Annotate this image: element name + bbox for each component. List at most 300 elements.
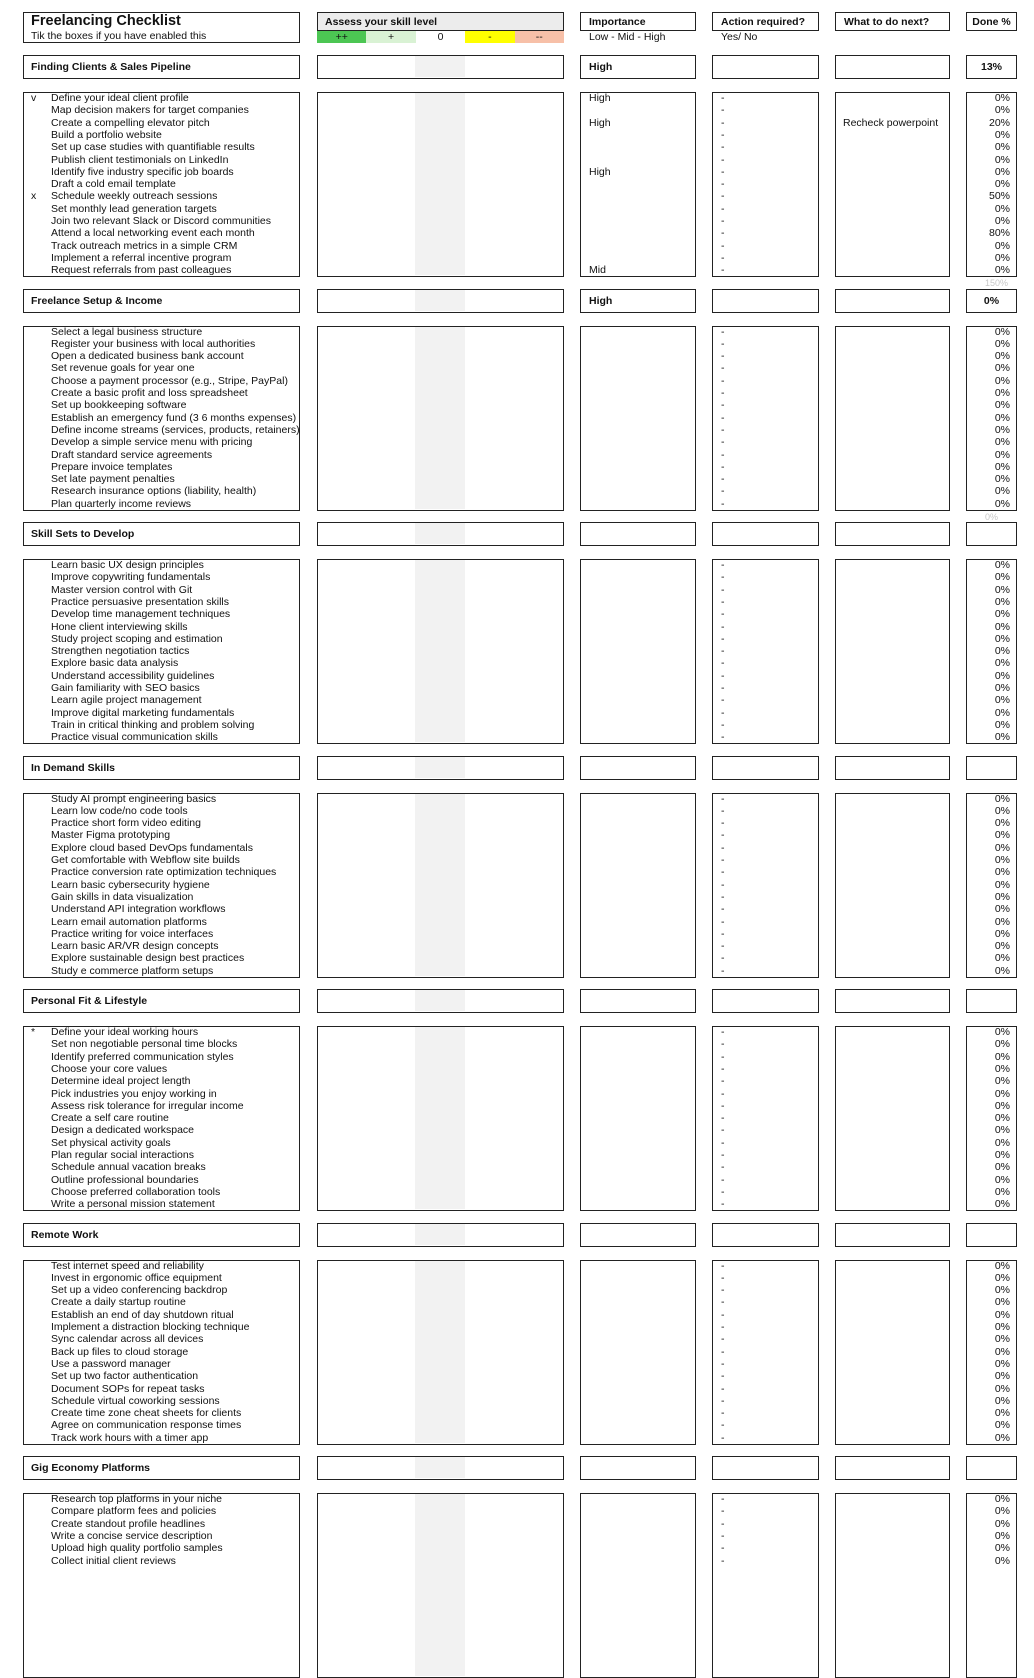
item-action[interactable]: - — [721, 1370, 725, 1383]
item-action[interactable]: - — [721, 817, 725, 830]
item-action[interactable]: - — [721, 583, 725, 596]
item-done-percent: 0% — [994, 1321, 1010, 1333]
skill-scale-cell: 0 — [416, 31, 465, 43]
item-action[interactable]: - — [721, 1493, 725, 1505]
section-done-cell — [966, 989, 1017, 1013]
task-label: Assess risk tolerance for irregular income — [51, 1099, 244, 1112]
item-done-percent: 0% — [994, 239, 1010, 252]
section-done-total: 0% — [983, 294, 1000, 307]
item-action[interactable]: - — [721, 141, 725, 154]
task-label: Request referrals from past colleagues — [51, 264, 232, 277]
task-label: Schedule annual vacation breaks — [51, 1161, 206, 1174]
section-importance-cell[interactable] — [580, 1223, 696, 1247]
section-action-cell[interactable] — [712, 522, 819, 546]
task-label: Agree on communication response times — [51, 1419, 242, 1432]
item-action[interactable]: - — [721, 1038, 725, 1051]
item-action[interactable]: - — [721, 1050, 725, 1063]
item-action[interactable]: - — [721, 927, 725, 940]
item-done-percent: 0% — [994, 1099, 1010, 1112]
page-subtitle: Tik the boxes if you have enabled this — [31, 30, 207, 42]
task-label: Understand accessibility guidelines — [51, 669, 215, 682]
task-label: Create time zone cheat sheets for clients — [51, 1407, 242, 1420]
item-done-percent: 0% — [994, 817, 1010, 830]
item-done-percent: 0% — [994, 1493, 1010, 1505]
importance-column — [580, 1260, 696, 1445]
section-assess-cell[interactable] — [317, 756, 564, 780]
task-label: Hone client interviewing skills — [51, 620, 188, 633]
item-action[interactable]: - — [721, 829, 725, 842]
item-action[interactable]: - — [721, 104, 725, 117]
item-action[interactable]: - — [721, 436, 725, 449]
task-label: Plan regular social interactions — [51, 1149, 194, 1161]
section-header-1 — [23, 55, 300, 79]
checkbox-mark[interactable]: x — [31, 190, 37, 203]
item-action[interactable]: - — [721, 620, 725, 633]
item-done-percent: 0% — [994, 215, 1010, 227]
item-action[interactable]: - — [721, 1505, 725, 1518]
item-done-percent: 0% — [994, 1259, 1010, 1272]
item-action[interactable]: - — [721, 215, 725, 227]
task-label: Create a basic profit and loss spreadsheet — [51, 387, 248, 399]
task-label: Explore cloud based DevOps fundamentals — [51, 841, 253, 854]
item-done-percent: 0% — [994, 1185, 1010, 1198]
section-done-cell — [966, 1223, 1017, 1247]
task-label: Set revenue goals for year one — [51, 362, 195, 375]
item-action[interactable]: - — [721, 1542, 725, 1555]
assess-column[interactable] — [317, 1260, 564, 1445]
action-column — [712, 1026, 819, 1211]
item-done-percent: 0% — [994, 473, 1010, 486]
item-action[interactable]: - — [721, 473, 725, 486]
done-footnote: 150% — [985, 278, 1009, 288]
item-action[interactable]: - — [721, 731, 725, 744]
item-done-percent: 0% — [994, 1529, 1010, 1542]
task-label: Schedule virtual coworking sessions — [51, 1394, 220, 1407]
task-label: Join two relevant Slack or Discord communities — [51, 215, 271, 227]
item-action[interactable]: - — [721, 460, 725, 473]
task-label: Study project scoping and estimation — [51, 632, 223, 645]
item-action[interactable]: - — [721, 165, 725, 178]
assess-column[interactable] — [317, 326, 564, 511]
task-label: Plan quarterly income reviews — [51, 497, 192, 510]
item-done-percent: 0% — [994, 890, 1010, 903]
item-action[interactable]: - — [721, 1308, 725, 1321]
item-done-percent: 0% — [994, 337, 1010, 350]
section-importance: High — [589, 61, 613, 73]
task-label: Choose preferred collaboration tools — [51, 1185, 221, 1198]
item-action[interactable]: - — [721, 1382, 725, 1395]
task-label: Back up files to cloud storage — [51, 1345, 189, 1358]
next-column — [835, 1026, 950, 1211]
item-action[interactable]: - — [721, 1161, 725, 1174]
item-action[interactable]: - — [721, 1136, 725, 1149]
item-done-percent: 0% — [994, 571, 1010, 584]
item-action[interactable]: - — [721, 854, 725, 866]
section-assess-cell[interactable] — [317, 1456, 564, 1480]
item-action[interactable]: - — [721, 792, 725, 805]
section-action-cell[interactable] — [712, 1456, 819, 1480]
item-action[interactable]: - — [721, 657, 725, 670]
item-done-percent: 0% — [994, 731, 1010, 744]
item-done-percent: 0% — [994, 436, 1010, 449]
section-title: Freelance Setup & Income — [31, 294, 163, 307]
task-label: Prepare invoice templates — [51, 460, 173, 473]
item-importance[interactable]: High — [589, 165, 611, 178]
task-label: Compare platform fees and policies — [51, 1505, 217, 1518]
importance-header — [580, 12, 696, 31]
task-label: Collect initial client reviews — [51, 1554, 176, 1567]
item-done-percent: 0% — [994, 399, 1010, 412]
section-done-cell — [966, 756, 1017, 780]
item-action[interactable]: - — [721, 387, 725, 399]
item-done-percent: 0% — [994, 1271, 1010, 1284]
item-action[interactable]: - — [721, 1554, 725, 1567]
item-action[interactable]: - — [721, 1173, 725, 1186]
section-importance-cell[interactable] — [580, 522, 696, 546]
item-action[interactable]: - — [721, 645, 725, 658]
item-done-percent: 0% — [994, 952, 1010, 965]
done-column — [966, 92, 1017, 277]
task-list — [23, 326, 300, 511]
item-action[interactable]: - — [721, 1394, 725, 1407]
assess-column[interactable] — [317, 793, 564, 978]
section-header-3 — [23, 522, 300, 546]
task-label: Select a legal business structure — [51, 325, 203, 338]
section-next-cell[interactable] — [835, 1456, 950, 1480]
item-done-percent: 0% — [994, 202, 1010, 215]
assess-header-label: Assess your skill level — [325, 16, 438, 28]
section-title: Finding Clients & Sales Pipeline — [31, 61, 191, 73]
item-action[interactable]: - — [721, 1345, 725, 1358]
task-label: Gain skills in data visualization — [51, 890, 194, 903]
task-label: Identify preferred communication styles — [51, 1050, 234, 1063]
title-box — [23, 12, 300, 43]
section-next-cell[interactable] — [835, 989, 950, 1013]
next-column — [835, 92, 950, 277]
item-done-percent: 0% — [994, 927, 1010, 940]
item-done-percent: 0% — [994, 141, 1010, 154]
item-action[interactable]: - — [721, 227, 725, 240]
item-action[interactable]: - — [721, 190, 725, 203]
section-next-cell[interactable] — [835, 522, 950, 546]
item-action[interactable]: - — [721, 915, 725, 928]
action-column — [712, 793, 819, 978]
item-action[interactable]: - — [721, 571, 725, 584]
section-assess-cell[interactable] — [317, 55, 564, 79]
item-done-percent: 0% — [994, 1554, 1010, 1567]
section-header-5 — [23, 989, 300, 1013]
neutral-column-shade — [415, 1494, 465, 1676]
section-next-cell[interactable] — [835, 55, 950, 79]
item-action[interactable]: - — [721, 682, 725, 694]
task-label: Create standout profile headlines — [51, 1517, 206, 1530]
item-action[interactable]: - — [721, 374, 725, 387]
task-label: Track work hours with a timer app — [51, 1431, 209, 1444]
item-action[interactable]: - — [721, 1321, 725, 1333]
task-label: Schedule weekly outreach sessions — [51, 190, 218, 203]
item-action[interactable]: - — [721, 632, 725, 645]
next-column — [835, 1260, 950, 1445]
item-done-percent: 0% — [994, 632, 1010, 645]
item-action[interactable]: - — [721, 940, 725, 953]
item-action[interactable]: - — [721, 964, 725, 977]
section-next-cell[interactable] — [835, 1223, 950, 1247]
item-action[interactable]: - — [721, 128, 725, 141]
action-hint: Yes/ No — [721, 31, 758, 43]
task-label: Define your ideal working hours — [51, 1026, 199, 1038]
item-action[interactable]: - — [721, 694, 725, 707]
action-column — [712, 1260, 819, 1445]
task-label: Get comfortable with Webflow site builds — [51, 854, 240, 866]
checkbox-mark[interactable]: v — [31, 92, 37, 104]
item-action[interactable]: - — [721, 153, 725, 166]
item-action[interactable]: - — [721, 1529, 725, 1542]
item-done-percent: 0% — [994, 1345, 1010, 1358]
assess-column[interactable] — [317, 559, 564, 744]
item-done-percent: 0% — [994, 682, 1010, 694]
item-action[interactable]: - — [721, 1431, 725, 1444]
section-title: Skill Sets to Develop — [31, 528, 135, 540]
action-header — [712, 12, 819, 31]
task-label: Practice conversion rate optimization techniques — [51, 866, 277, 879]
item-action[interactable]: - — [721, 1075, 725, 1088]
item-done-percent: 0% — [994, 1394, 1010, 1407]
item-done-percent: 0% — [994, 165, 1010, 178]
section-title: Personal Fit & Lifestyle — [31, 995, 148, 1007]
item-action[interactable]: - — [721, 866, 725, 879]
item-done-percent: 0% — [994, 1124, 1010, 1137]
item-action[interactable]: - — [721, 448, 725, 461]
checkbox-mark[interactable]: * — [31, 1026, 36, 1038]
task-label: Research top platforms in your niche — [51, 1493, 222, 1505]
item-done-percent: 0% — [994, 854, 1010, 866]
task-label: Upload high quality portfolio samples — [51, 1542, 223, 1555]
item-action[interactable]: - — [721, 718, 725, 731]
item-action[interactable]: - — [721, 595, 725, 608]
task-label: Test internet speed and reliability — [51, 1259, 204, 1272]
task-list — [23, 1260, 300, 1445]
neutral-column-shade — [415, 56, 465, 77]
item-done-percent: 0% — [994, 485, 1010, 498]
done-header-label: Done % — [972, 16, 1011, 28]
item-action[interactable]: - — [721, 706, 725, 719]
item-action[interactable]: - — [721, 804, 725, 817]
item-action[interactable]: - — [721, 878, 725, 891]
item-done-percent: 0% — [994, 1173, 1010, 1186]
task-label: Establish an end of day shutdown ritual — [51, 1308, 234, 1321]
section-action-cell[interactable] — [712, 1223, 819, 1247]
item-done-percent: 0% — [994, 411, 1010, 424]
next-column — [835, 793, 950, 978]
item-done-percent: 0% — [994, 1333, 1010, 1346]
section-assess-cell[interactable] — [317, 522, 564, 546]
item-done-percent: 0% — [994, 497, 1010, 510]
item-done-percent: 0% — [994, 608, 1010, 621]
item-action[interactable]: - — [721, 362, 725, 375]
assess-column[interactable] — [317, 1493, 564, 1678]
item-action[interactable]: - — [721, 841, 725, 854]
item-action[interactable]: - — [721, 669, 725, 682]
assess-column[interactable] — [317, 1026, 564, 1211]
section-importance: High — [589, 294, 613, 307]
neutral-column-shade — [415, 1457, 465, 1478]
section-next-cell[interactable] — [835, 289, 950, 313]
done-column — [966, 559, 1017, 744]
section-action-cell[interactable] — [712, 989, 819, 1013]
importance-column — [580, 92, 696, 277]
task-label: Develop time management techniques — [51, 608, 231, 621]
item-action[interactable]: - — [721, 411, 725, 424]
item-action[interactable]: - — [721, 92, 725, 104]
item-action[interactable]: - — [721, 1357, 725, 1370]
neutral-column-shade — [415, 327, 465, 509]
section-assess-cell[interactable] — [317, 289, 564, 313]
item-action[interactable]: - — [721, 890, 725, 903]
importance-column — [580, 1026, 696, 1211]
item-action[interactable]: - — [721, 1419, 725, 1432]
item-action[interactable]: - — [721, 1087, 725, 1100]
neutral-column-shade — [415, 794, 465, 976]
item-importance[interactable]: High — [589, 92, 611, 104]
item-done-percent: 0% — [994, 251, 1010, 264]
item-done-percent: 0% — [994, 706, 1010, 719]
item-action[interactable]: - — [721, 251, 725, 264]
item-action[interactable]: - — [721, 1062, 725, 1075]
task-label: Set up a video conferencing backdrop — [51, 1284, 228, 1297]
item-action[interactable]: - — [721, 1112, 725, 1125]
task-label: Write a concise service description — [51, 1529, 213, 1542]
importance-hint: Low - Mid - High — [589, 31, 666, 43]
item-action[interactable]: - — [721, 1407, 725, 1420]
item-action[interactable]: - — [721, 1296, 725, 1309]
section-title: Gig Economy Platforms — [31, 1462, 151, 1474]
item-action[interactable]: - — [721, 350, 725, 363]
item-done-percent: 0% — [994, 694, 1010, 707]
item-action[interactable]: - — [721, 1271, 725, 1284]
task-label: Determine ideal project length — [51, 1075, 191, 1088]
section-importance-cell[interactable] — [580, 1456, 696, 1480]
item-action[interactable]: - — [721, 1185, 725, 1198]
section-action-cell[interactable] — [712, 756, 819, 780]
skill-scale-cell: ++ — [317, 31, 366, 43]
item-action[interactable]: - — [721, 608, 725, 621]
item-action[interactable]: - — [721, 1284, 725, 1297]
item-done-percent: 0% — [994, 620, 1010, 633]
task-label: Document SOPs for repeat tasks — [51, 1382, 205, 1395]
item-next-step[interactable]: Recheck powerpoint — [843, 116, 939, 129]
task-label: Track outreach metrics in a simple CRM — [51, 239, 238, 252]
item-done-percent: 0% — [994, 1431, 1010, 1444]
item-done-percent: 0% — [994, 1112, 1010, 1125]
item-action[interactable]: - — [721, 1099, 725, 1112]
task-label: Publish client testimonials on LinkedIn — [51, 153, 229, 166]
skill-scale-cell: - — [465, 31, 514, 43]
section-assess-cell[interactable] — [317, 989, 564, 1013]
task-label: Register your business with local authorities — [51, 337, 256, 350]
task-label: Train in critical thinking and problem solving — [51, 718, 255, 731]
item-done-percent: 0% — [994, 915, 1010, 928]
item-action[interactable]: - — [721, 903, 725, 916]
item-done-percent: 0% — [994, 362, 1010, 375]
item-action[interactable]: - — [721, 497, 725, 510]
item-action[interactable]: - — [721, 1124, 725, 1137]
section-importance-cell[interactable] — [580, 289, 696, 313]
task-label: Invest in ergonomic office equipment — [51, 1271, 222, 1284]
task-label: Develop a simple service menu with pricing — [51, 436, 253, 449]
item-action[interactable]: - — [721, 116, 725, 129]
task-label: Define income streams (services, products, retainers) — [51, 423, 300, 436]
item-action[interactable]: - — [721, 325, 725, 338]
page-title: Freelancing Checklist — [31, 13, 181, 29]
item-done-percent: 0% — [994, 866, 1010, 879]
item-action[interactable]: - — [721, 1198, 725, 1211]
item-action[interactable]: - — [721, 559, 725, 571]
task-label: Draft a cold email template — [51, 178, 176, 191]
item-action[interactable]: - — [721, 1333, 725, 1346]
item-importance[interactable]: Mid — [589, 264, 606, 277]
task-label: Attend a local networking event each month — [51, 227, 255, 240]
task-label: Create a daily startup routine — [51, 1296, 186, 1309]
item-done-percent: 0% — [994, 718, 1010, 731]
item-action[interactable]: - — [721, 1149, 725, 1161]
task-label: Master Figma prototyping — [51, 829, 171, 842]
item-done-percent: 0% — [994, 178, 1010, 191]
section-action-cell[interactable] — [712, 55, 819, 79]
neutral-column-shade — [415, 93, 465, 275]
item-action[interactable]: - — [721, 485, 725, 498]
item-action[interactable]: - — [721, 264, 725, 277]
section-next-cell[interactable] — [835, 756, 950, 780]
neutral-column-shade — [415, 757, 465, 778]
item-action[interactable]: - — [721, 337, 725, 350]
item-action[interactable]: - — [721, 423, 725, 436]
item-action[interactable]: - — [721, 202, 725, 215]
section-action-cell[interactable] — [712, 289, 819, 313]
item-action[interactable]: - — [721, 1517, 725, 1530]
item-action[interactable]: - — [721, 178, 725, 191]
item-done-percent: 0% — [994, 387, 1010, 399]
item-action[interactable]: - — [721, 399, 725, 412]
done-column — [966, 793, 1017, 978]
section-assess-cell[interactable] — [317, 1223, 564, 1247]
next-column — [835, 559, 950, 744]
item-done-percent: 0% — [994, 903, 1010, 916]
task-label: Learn email automation platforms — [51, 915, 207, 928]
task-label: Learn basic UX design principles — [51, 559, 204, 571]
item-action[interactable]: - — [721, 952, 725, 965]
section-done-total: 13% — [980, 61, 1002, 73]
section-importance-cell[interactable] — [580, 756, 696, 780]
item-action[interactable]: - — [721, 1026, 725, 1038]
task-label: Implement a distraction blocking technique — [51, 1321, 250, 1333]
assess-column[interactable] — [317, 92, 564, 277]
section-importance-cell[interactable] — [580, 55, 696, 79]
task-label: Practice visual communication skills — [51, 731, 218, 744]
item-done-percent: 0% — [994, 1284, 1010, 1297]
item-done-percent: 0% — [994, 1038, 1010, 1051]
item-done-percent: 0% — [994, 1357, 1010, 1370]
task-label: Learn basic cybersecurity hygiene — [51, 878, 210, 891]
item-done-percent: 0% — [994, 1026, 1010, 1038]
item-action[interactable]: - — [721, 1259, 725, 1272]
task-list — [23, 1493, 300, 1678]
item-action[interactable]: - — [721, 239, 725, 252]
section-importance-cell[interactable] — [580, 989, 696, 1013]
section-done-cell — [966, 522, 1017, 546]
task-label: Map decision makers for target companies — [51, 104, 249, 117]
item-done-percent: 0% — [994, 325, 1010, 338]
item-importance[interactable]: High — [589, 116, 611, 129]
